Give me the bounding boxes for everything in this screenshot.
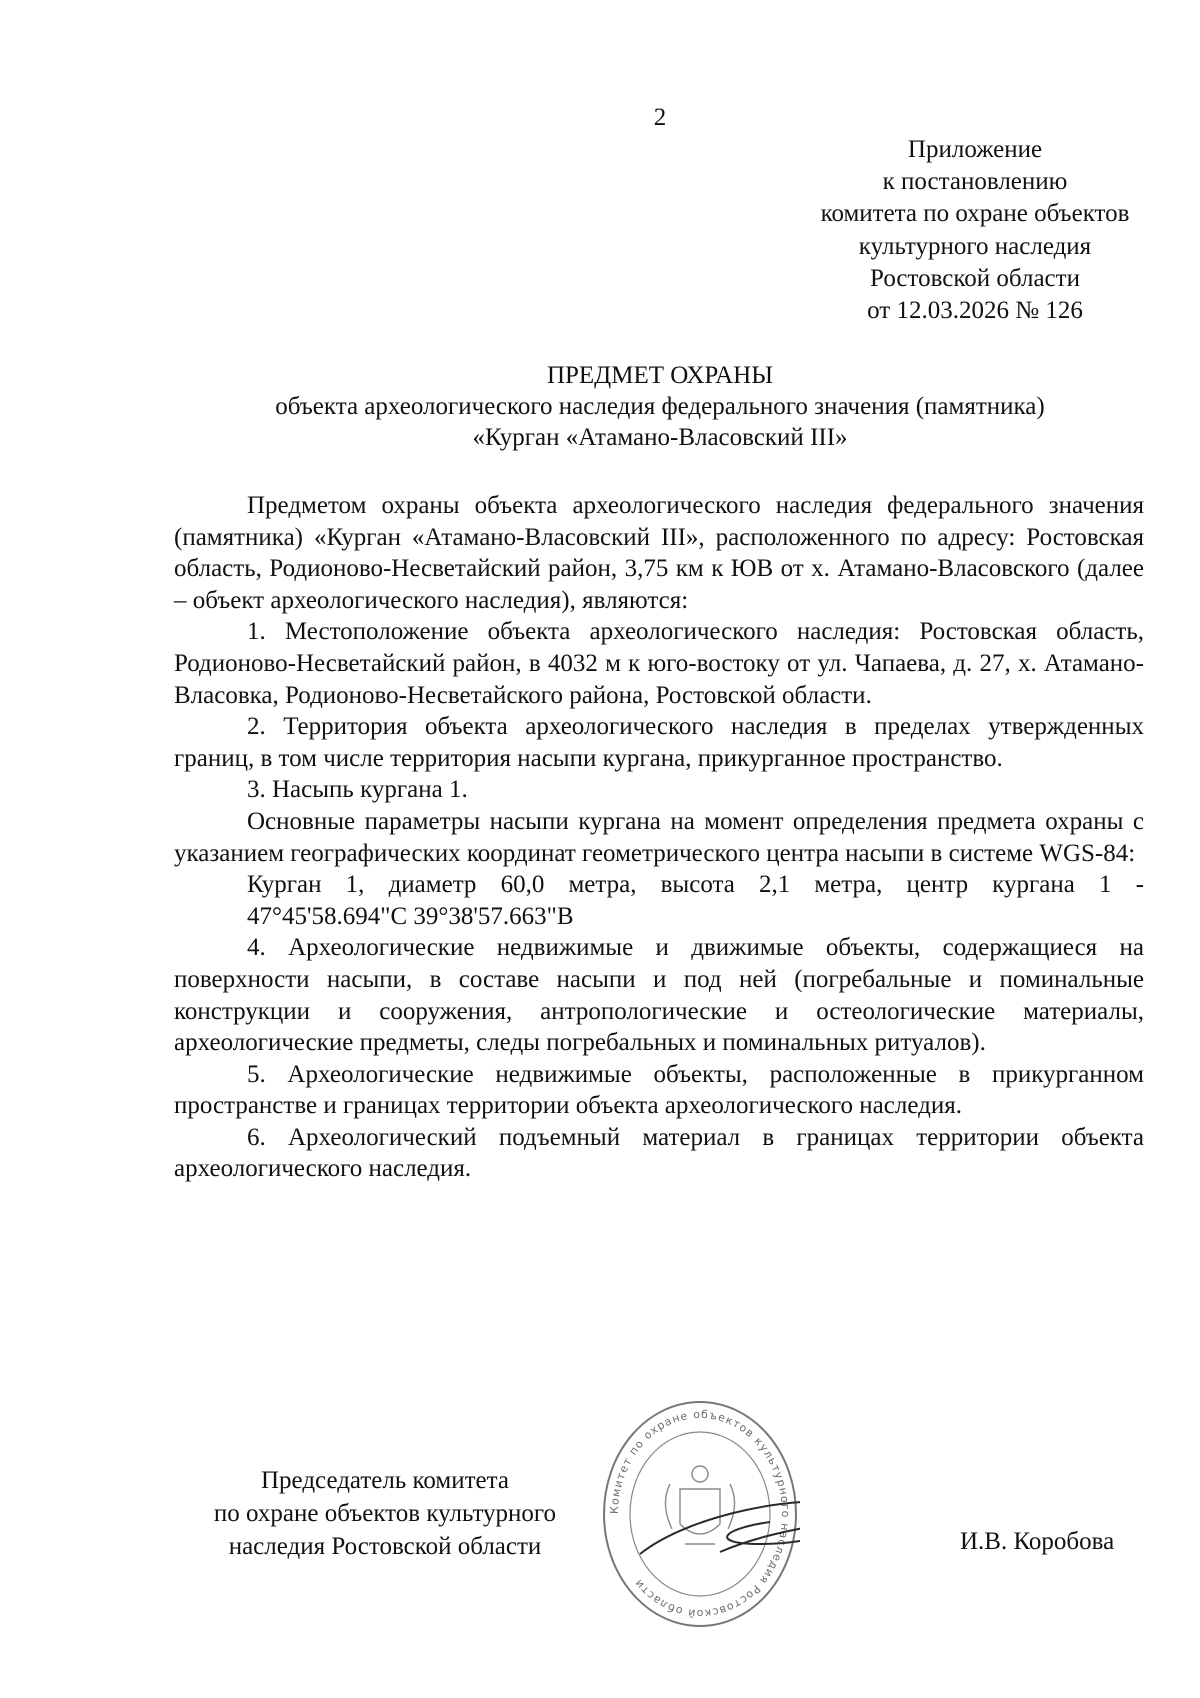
kurgan-coordinates: 47°45'58.694"С 39°38'57.663"В (247, 902, 574, 930)
appendix-header (740, 134, 1200, 327)
appendix-line: от 12.03.2026 № 126 (867, 297, 1083, 325)
appendix-line: Приложение (907, 136, 1043, 163)
signatory-name: И.В. Коробова (960, 1528, 1115, 1555)
document-title (160, 360, 1160, 453)
page-number: 2 (653, 104, 667, 131)
appendix-line: культурного наследия (858, 232, 1092, 260)
title-object-name: «Курган «Атамано-Власовский III» (472, 424, 848, 451)
document-body (174, 490, 1144, 1185)
item-5: 5. Археологические недвижимые объекты, расположенные в прикурганном пространстве и границах территории объекта археологического наследия. (174, 1060, 1144, 1120)
intro-paragraph: Предметом охраны объекта археологического наследия федерального значения (памятника) «Курган «Атамано-Власовский III», расположенного по адресу: Ростовская область, Родионово-Несветайский район, 3,75 км к ЮВ от х. Атамано-Власовского (далее – объект археологического наследия), являются: (174, 492, 1144, 614)
title-subtitle: объекта археологического наследия федерального значения (памятника) (275, 393, 1045, 420)
kurgan-params-line: Курган 1, диаметр 60,0 метра, высота 2,1 метра, центр кургана 1 - (247, 871, 1144, 899)
appendix-line: Ростовской области (870, 264, 1080, 292)
signatory-position (170, 1464, 600, 1563)
signatory-position-line: по охране объектов культурного (213, 1500, 557, 1527)
item-6: 6. Археологический подъемный материал в границах территории объекта археологического наследия. (174, 1123, 1144, 1183)
item-4: 4. Археологические недвижимые и движимые объекты, содержащиеся на поверхности насыпи, в составе насыпи и под ней (погребальные и поминальные конструкции и сооружения, антропологические и остеологические материалы, археологические предметы, следы погребальных и поминальных ритуалов). (174, 934, 1144, 1057)
signatory-position-line: Председатель комитета (261, 1467, 509, 1494)
appendix-line: комитета по охране объектов (820, 200, 1130, 228)
signatory-position-line: наследия Ростовской области (228, 1533, 542, 1560)
item-3: 3. Насыпь кургана 1. (247, 776, 468, 804)
item-2: 2. Территория объекта археологического наследия в пределах утвержденных границ, в том числе территория насыпи кургана, прикурганное пространство. (174, 713, 1144, 772)
title-heading: ПРЕДМЕТ ОХРАНЫ (546, 362, 774, 389)
signature-block (170, 1407, 1170, 1664)
item-1: 1. Местоположение объекта археологического наследия: Ростовская область, Родионово-Несветайский район, в 4032 м к юго-востоку от ул. Чапаева, д. 27, х. Атамано-Власовка, Родионово-Несветайского района, Ростовской области. (174, 618, 1144, 709)
official-seal-stamp (600, 1394, 800, 1634)
appendix-line: к постановлению (882, 168, 1068, 196)
seal-text: Комитет по охране объектов культурного наследия Ростовской области (607, 1407, 793, 1621)
params-paragraph: Основные параметры насыпи кургана на момент определения предмета охраны с указанием географических координат геометрического центра насыпи в системе WGS-84: (174, 807, 1144, 867)
svg-text:Комитет по охране объектов кул (608, 1408, 792, 1620)
